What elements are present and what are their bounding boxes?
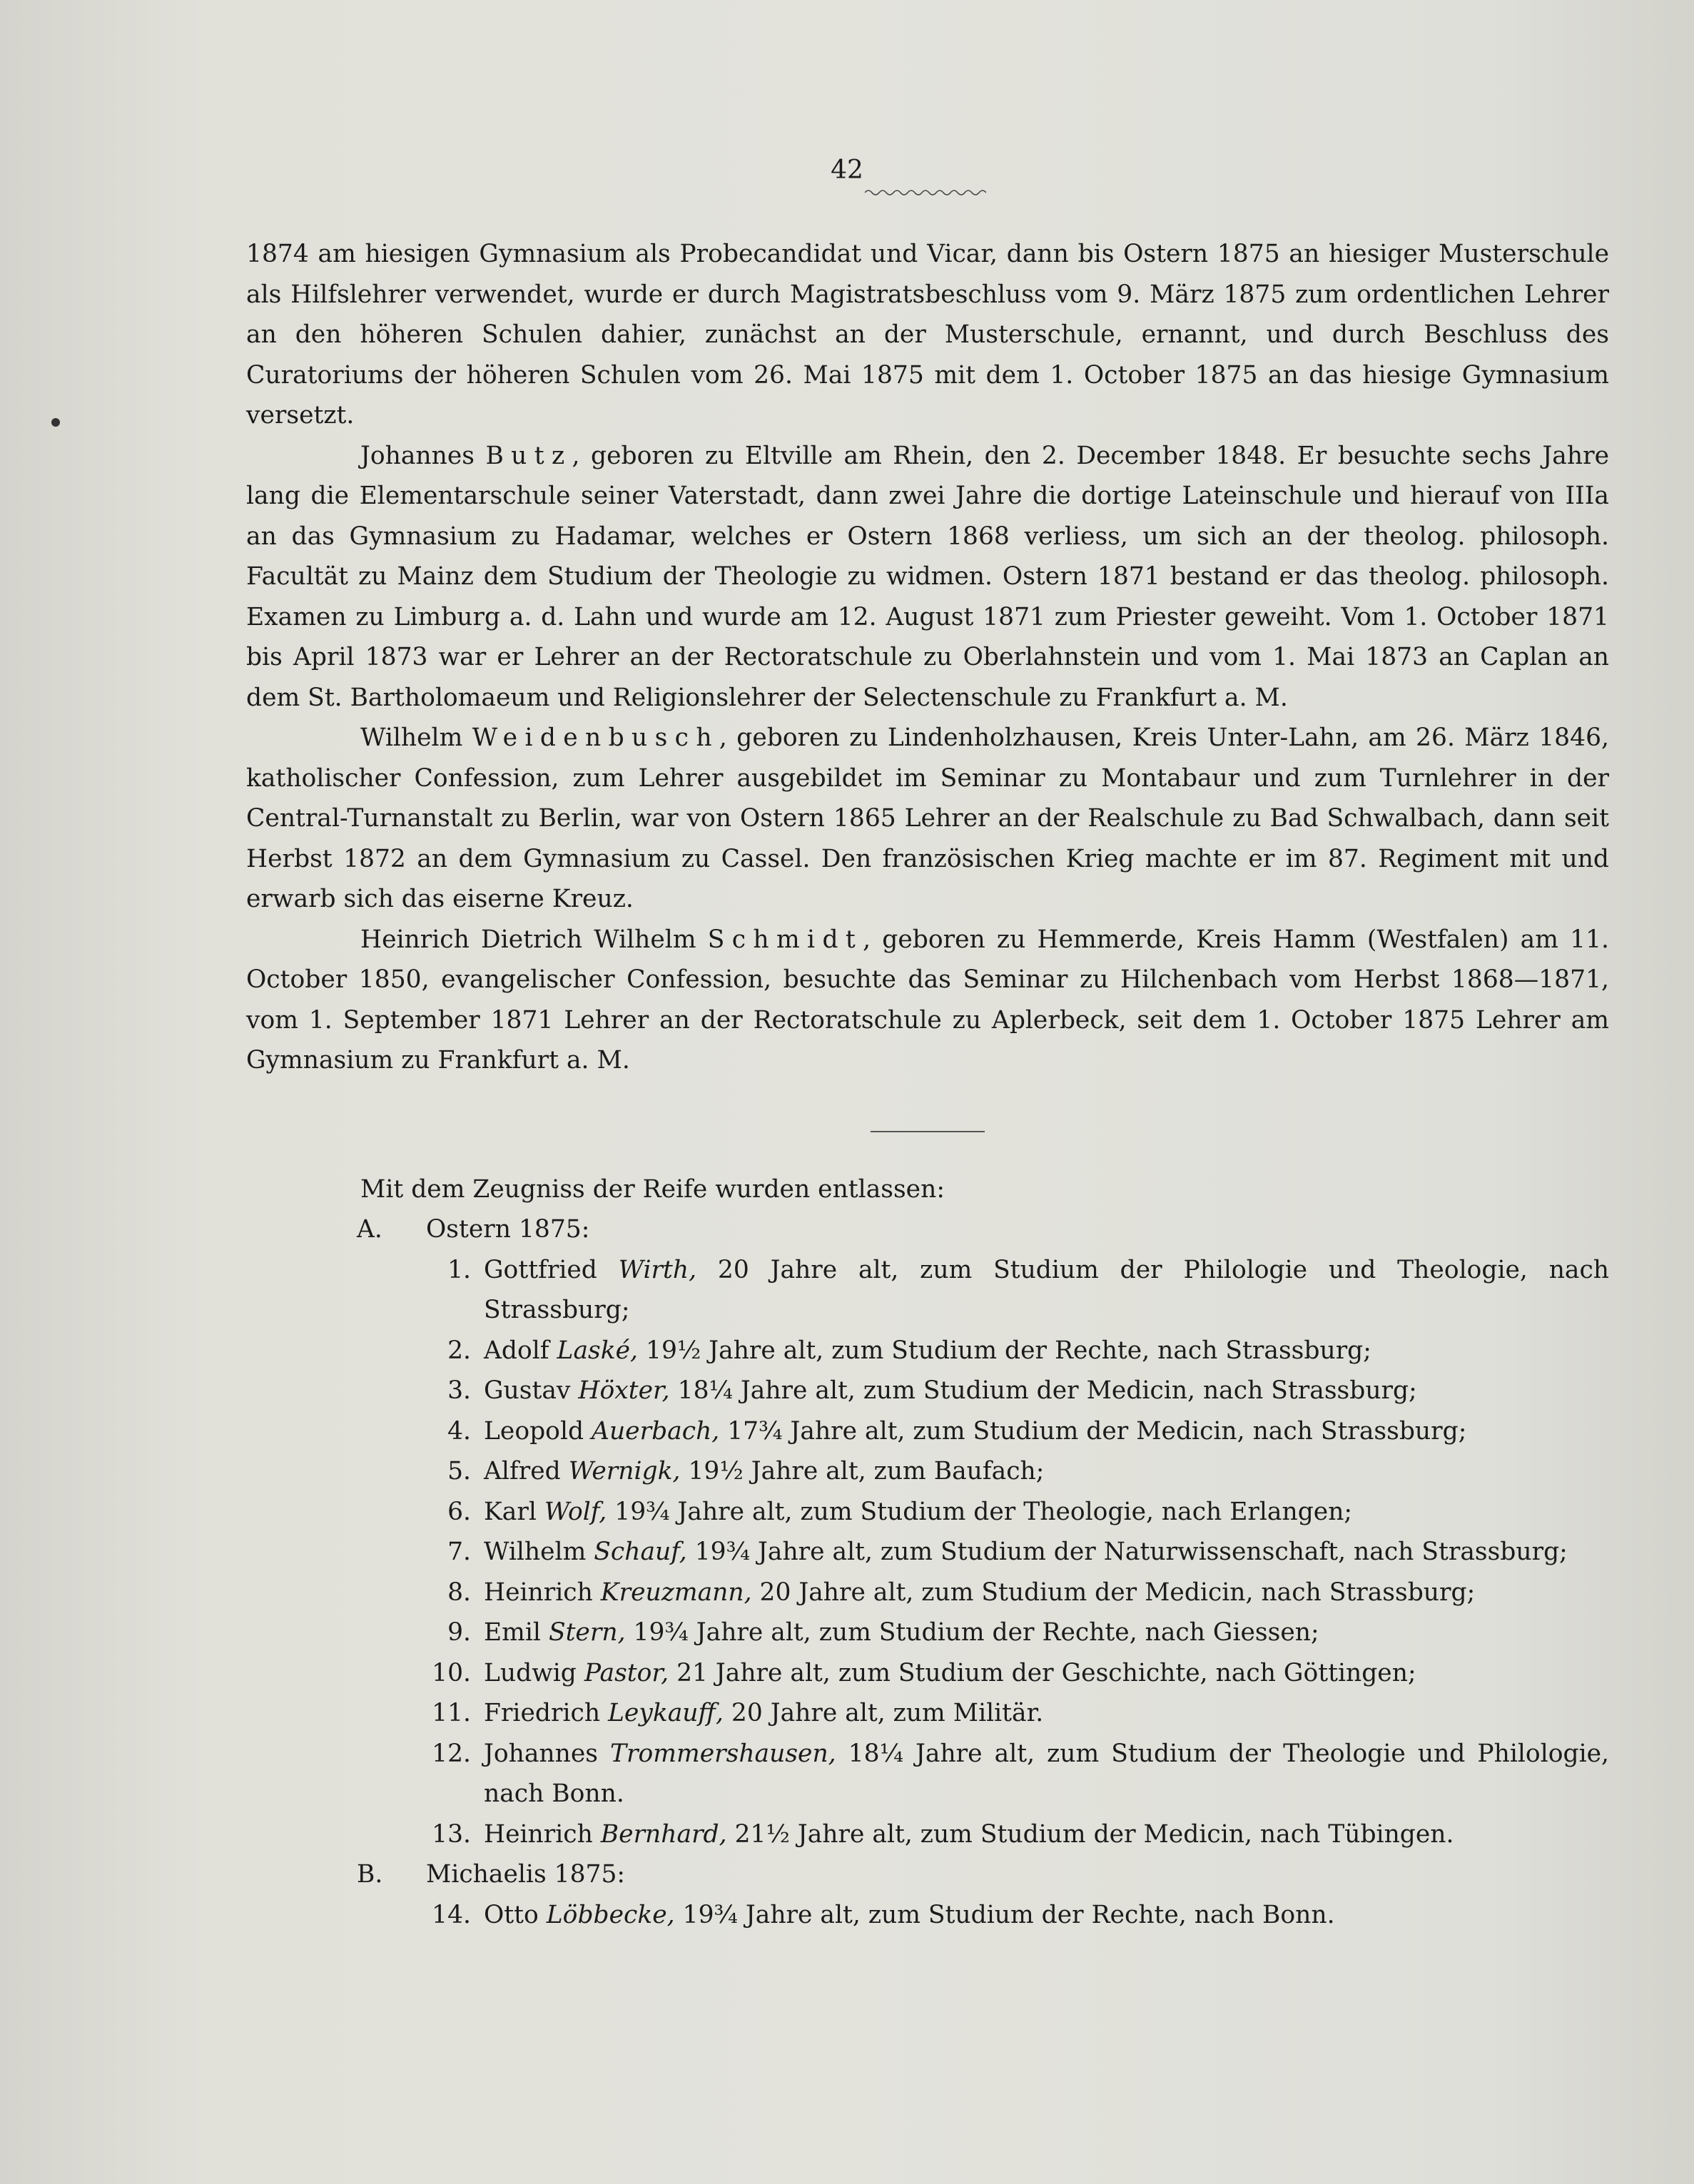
item-details: 19¾ Jahre alt, zum Studium der Naturwissenschaft, nach Strassburg; (694, 1538, 1568, 1566)
item-number: 7. (447, 1538, 471, 1566)
section-letter: B. (357, 1860, 383, 1889)
surname-spaced: Butz (485, 441, 572, 470)
biography-text: , geboren zu Hemmerde, Kreis Hamm (Westfalen) am 11. October 1850, evangelischer Confession, besuchte das Seminar zu Hilchenbach vom Herbst 1868—1871, vom 1. September 1871 Lehrer an der Rectoratschule zu Aplerbeck, seit dem 1. October 1875 Lehrer am Gymnasium zu Frankfurt a. M. (246, 925, 1610, 1075)
paragraph-butz (246, 436, 1609, 718)
item-details: 19¾ Jahre alt, zum Studium der Rechte, nach Giessen; (633, 1618, 1319, 1647)
graduate-item (246, 1814, 1609, 1855)
biography-text: , geboren zu Eltville am Rhein, den 2. December 1848. Er besuchte sechs Jahre lang die Elementarschule seiner Vaterstadt, dann zwei Jahre die dortige Lateinschule und hierauf von IIIa an das Gymnasium zu Hadamar, welches er Ostern 1868 verliess, um sich an der theolog. philosoph. Facultät zu Mainz dem Studium der Theologie zu widmen. Ostern 1871 bestand er das theolog. philosoph. Examen zu Limburg a. d. Lahn und wurde am 12. August 1871 zum Priester geweiht. Vom 1. October 1871 bis April 1873 war er Lehrer an der Rectoratschule zu Oberlahnstein und vom 1. Mai 1873 an Caplan an dem St. Bartholomaeum und Religionslehrer der Selectenschule zu Frankfurt a. M. (246, 441, 1610, 712)
graduate-item (246, 1653, 1609, 1694)
surname: Höxter, (578, 1376, 670, 1405)
given-name: Gustav (484, 1376, 571, 1405)
item-details: 19½ Jahre alt, zum Studium der Rechte, nach Strassburg; (646, 1336, 1371, 1365)
item-number: 4. (447, 1416, 471, 1446)
item-number: 2. (447, 1336, 471, 1365)
surname: Wolf, (544, 1497, 607, 1526)
item-details: 19½ Jahre alt, zum Baufach; (688, 1457, 1045, 1485)
surname: Bernhard, (600, 1819, 727, 1849)
item-number: 11. (432, 1699, 471, 1727)
item-details: 18¼ Jahre alt, zum Studium der Medicin, nach Strassburg; (677, 1376, 1417, 1405)
item-number: 3. (447, 1376, 471, 1405)
item-details: 21 Jahre alt, zum Studium der Geschichte, nach Göttingen; (676, 1658, 1416, 1687)
surname: Wernigk, (568, 1457, 681, 1485)
section-label: Ostern 1875: (426, 1215, 590, 1244)
item-number: 1. (447, 1255, 471, 1284)
given-name: Ludwig (484, 1658, 577, 1687)
item-details: 21½ Jahre alt, zum Studium der Medicin, nach Tübingen. (734, 1819, 1454, 1849)
item-details: 20 Jahre alt, zum Militär. (731, 1699, 1044, 1727)
graduate-item (246, 1612, 1609, 1653)
given-name: Wilhelm (360, 723, 463, 752)
item-details: 19¾ Jahre alt, zum Studium der Rechte, nach Bonn. (682, 1900, 1335, 1929)
graduate-item (246, 1693, 1609, 1734)
item-number: 10. (432, 1658, 471, 1687)
given-name: Johannes (484, 1739, 598, 1768)
surname-spaced: Schmidt (707, 925, 863, 954)
given-name: Wilhelm (484, 1538, 587, 1566)
graduate-item (246, 1492, 1609, 1533)
surname: Pastor, (584, 1658, 669, 1687)
given-name: Heinrich Dietrich Wilhelm (360, 925, 696, 954)
section-letter: A. (357, 1215, 382, 1244)
given-name: Heinrich (484, 1819, 593, 1849)
item-number: 12. (432, 1739, 471, 1768)
graduate-item (246, 1895, 1609, 1936)
graduate-item (246, 1451, 1609, 1492)
given-name: Leopold (484, 1416, 584, 1446)
graduate-item (246, 1331, 1609, 1371)
surname: Kreuzmann, (600, 1578, 752, 1607)
given-name: Gottfried (484, 1255, 597, 1284)
surname: Trommershausen, (610, 1739, 836, 1768)
surname: Leykauff, (608, 1699, 724, 1727)
graduates-heading: Mit dem Zeugniss der Reife wurden entlassen: (360, 1174, 945, 1204)
graduate-item (246, 1573, 1609, 1613)
graduate-item (246, 1734, 1609, 1814)
item-number: 9. (447, 1618, 471, 1647)
given-name: Johannes (360, 441, 475, 470)
surname: Schauf, (594, 1538, 687, 1566)
graduate-item (246, 1411, 1609, 1452)
surname: Wirth, (618, 1255, 697, 1284)
given-name: Otto (484, 1900, 539, 1929)
given-name: Heinrich (484, 1578, 593, 1607)
surname: Auerbach, (592, 1416, 720, 1446)
section-divider (871, 1131, 985, 1132)
surname: Laské, (557, 1336, 639, 1365)
item-details: 20 Jahre alt, zum Studium der Philologie und Theologie, nach Strassburg; (484, 1255, 1610, 1324)
page-number: 42 (831, 156, 863, 185)
ornament-wavy-line (865, 188, 986, 197)
item-details: 19¾ Jahre alt, zum Studium der Theologie, nach Erlangen; (614, 1497, 1353, 1526)
section-b-heading (246, 1854, 1609, 1895)
item-number: 14. (432, 1900, 471, 1929)
item-details: 18¼ Jahre alt, zum Studium der Theologie und Philologie, nach Bonn. (484, 1739, 1610, 1808)
item-details: 17¾ Jahre alt, zum Studium der Medicin, nach Strassburg; (727, 1416, 1467, 1446)
graduate-item (246, 1250, 1609, 1331)
graduate-item (246, 1532, 1609, 1573)
surname-spaced: Weidenbusch (472, 723, 719, 752)
given-name: Friedrich (484, 1699, 601, 1727)
item-details: 20 Jahre alt, zum Studium der Medicin, nach Strassburg; (759, 1578, 1476, 1607)
given-name: Emil (484, 1618, 541, 1647)
page-body (246, 234, 1609, 1935)
paragraph-weidenbusch (246, 718, 1609, 920)
given-name: Alfred (484, 1457, 561, 1485)
paragraph-schmidt (246, 920, 1609, 1081)
item-number: 5. (447, 1457, 471, 1485)
item-number: 8. (447, 1578, 471, 1607)
item-number: 6. (447, 1497, 471, 1526)
given-name: Adolf (484, 1336, 549, 1365)
given-name: Karl (484, 1497, 537, 1526)
graduate-item (246, 1371, 1609, 1411)
surname: Stern, (548, 1618, 626, 1647)
item-number: 13. (432, 1819, 471, 1849)
section-label: Michaelis 1875: (426, 1860, 626, 1889)
surname: Löbbecke, (546, 1900, 675, 1929)
paragraph-continued: 1874 am hiesigen Gymnasium als Probecandidat und Vicar, dann bis Ostern 1875 an hiesiger Musterschule als Hilfslehrer verwendet, wurde er durch Magistratsbeschluss vom 9. März 1875 zum ordentlichen Lehrer an den höheren Schulen dahier, zunächst an der Musterschule, ernannt, und durch Beschluss des Curatoriums der höheren Schulen vom 26. Mai 1875 mit dem 1. October 1875 an das hiesige Gymnasium versetzt. (246, 240, 1609, 430)
section-a-heading (246, 1209, 1609, 1250)
margin-mark (51, 418, 60, 427)
biography-text: , geboren zu Lindenholzhausen, Kreis Unter-Lahn, am 26. März 1846, katholischer Confession, zum Lehrer ausgebildet im Seminar zu Montabaur und zum Turnlehrer in der Central-Turnanstalt zu Berlin, war von Ostern 1865 Lehrer an der Realschule zu Bad Schwalbach, dann seit Herbst 1872 an dem Gymnasium zu Cassel. Den französischen Krieg machte er im 87. Regiment mit und erwarb sich das eiserne Kreuz. (246, 723, 1609, 913)
